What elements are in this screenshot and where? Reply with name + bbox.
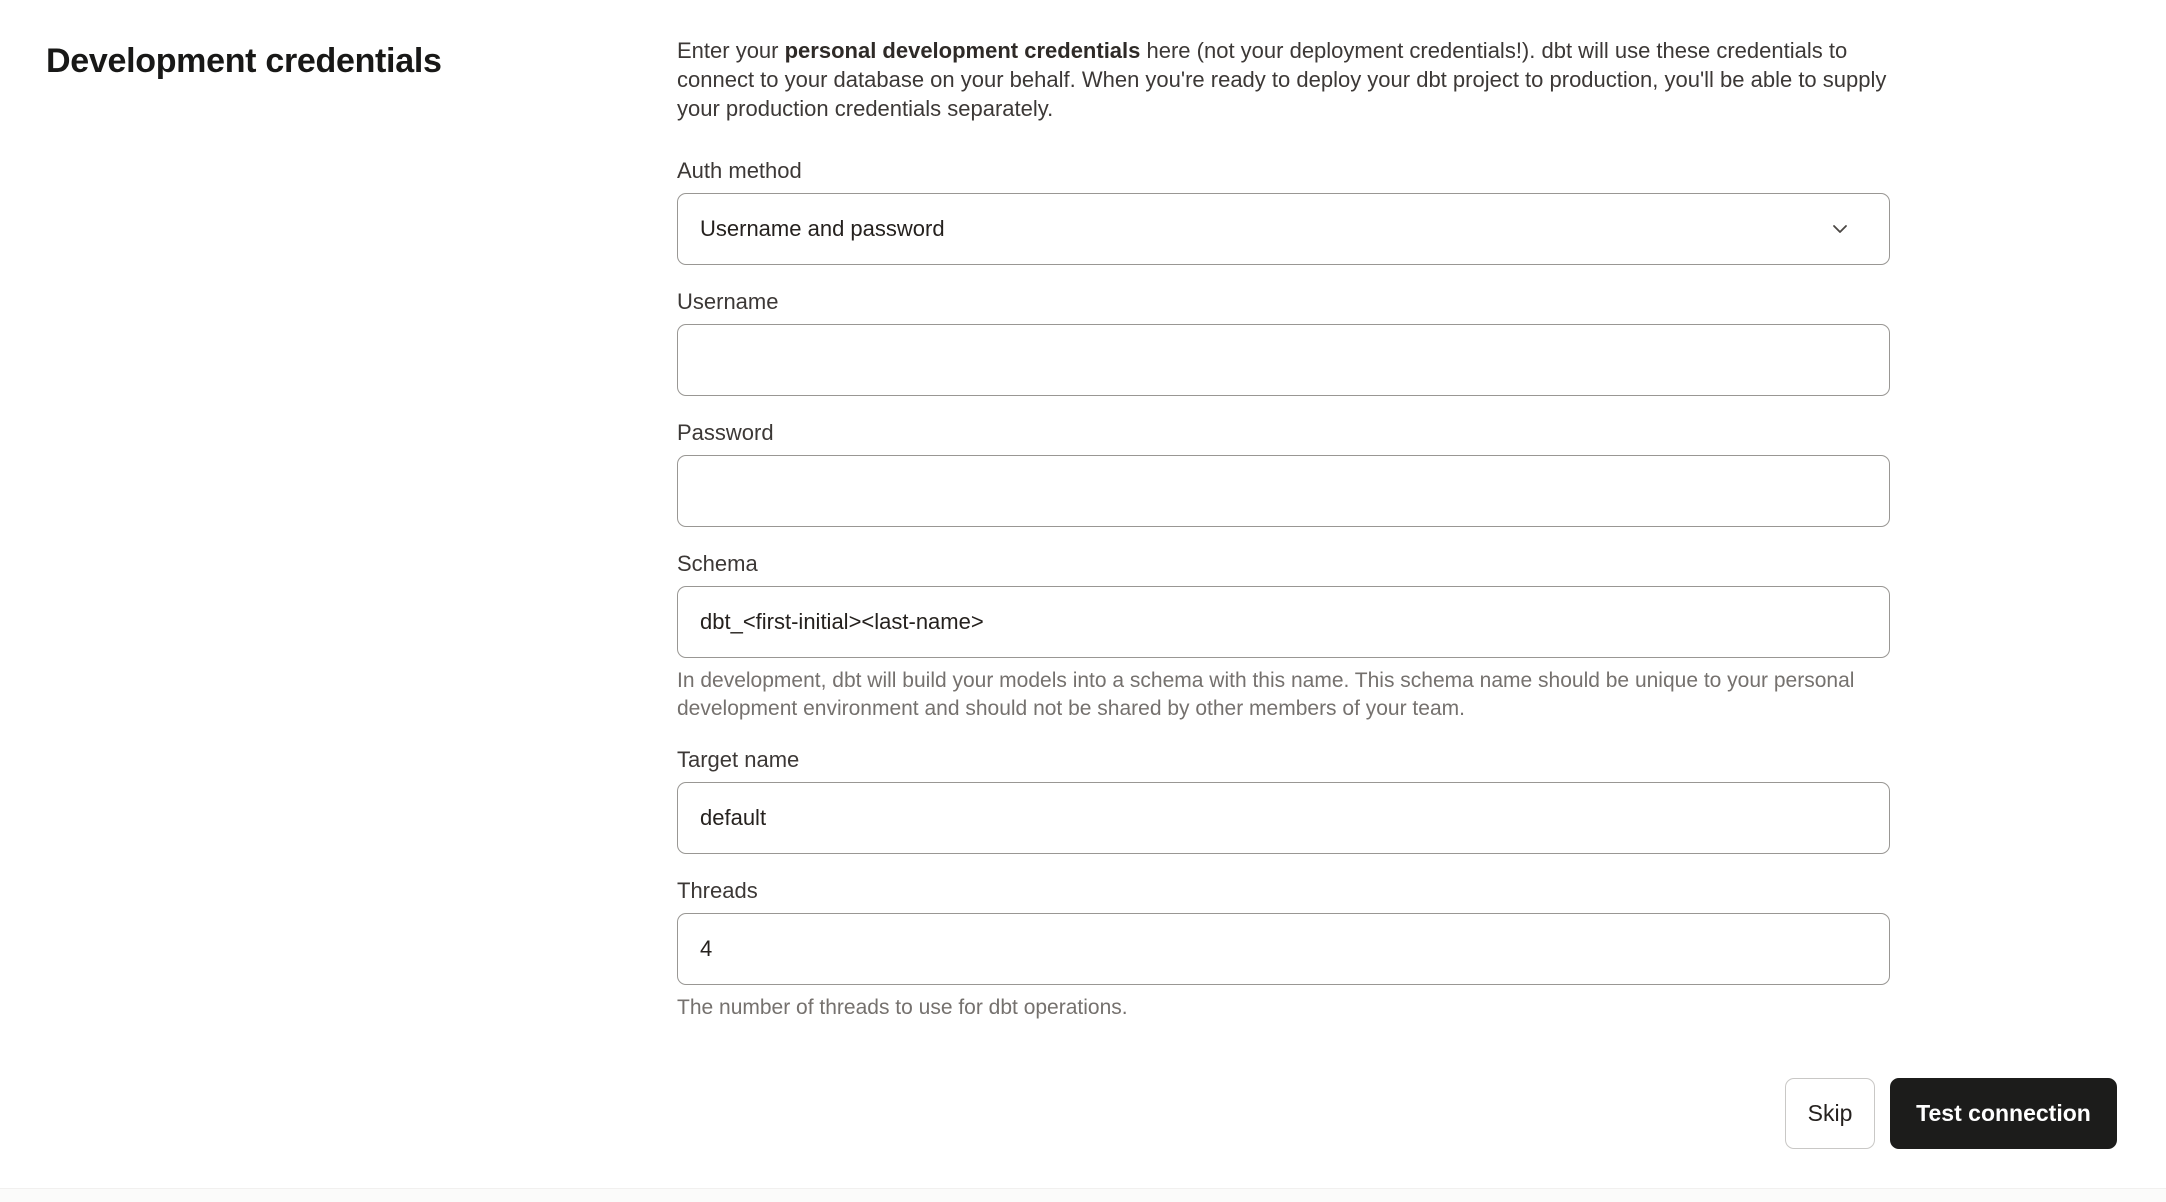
- skip-button[interactable]: Skip: [1785, 1078, 1875, 1149]
- threads-field: [677, 878, 1890, 1022]
- auth-method-field: [677, 158, 1890, 265]
- credentials-form: [677, 36, 1890, 1046]
- auth-method-selected-value: Username and password: [700, 216, 945, 241]
- threads-label: Threads: [677, 878, 758, 903]
- schema-help-text: In development, dbt will build your models into a schema with this name. This schema name should be unique to your personal development environment and should not be shared by other members of your team.: [677, 669, 1855, 720]
- target-name-input[interactable]: [677, 782, 1890, 854]
- intro-text: [677, 36, 1890, 123]
- target-name-label: Target name: [677, 747, 800, 772]
- page-title: Development credentials: [46, 42, 442, 80]
- username-label: Username: [677, 289, 779, 314]
- password-field: [677, 420, 1890, 527]
- password-input[interactable]: [677, 455, 1890, 527]
- schema-field: [677, 551, 1890, 723]
- target-name-field: [677, 747, 1890, 854]
- password-label: Password: [677, 420, 774, 445]
- threads-help-text: The number of threads to use for dbt operations.: [677, 996, 1128, 1019]
- auth-method-select[interactable]: [677, 193, 1890, 265]
- threads-input[interactable]: [677, 913, 1890, 985]
- username-field: [677, 289, 1890, 396]
- schema-label: Schema: [677, 551, 758, 576]
- left-column: [46, 36, 677, 1046]
- footer-actions: [1785, 1078, 2117, 1149]
- intro-text-bold: personal development credentials: [784, 38, 1141, 63]
- footer-divider: [0, 1188, 2166, 1202]
- chevron-down-icon: [1829, 218, 1851, 240]
- intro-text-prefix: Enter your: [677, 38, 785, 63]
- username-input[interactable]: [677, 324, 1890, 396]
- schema-input[interactable]: [677, 586, 1890, 658]
- auth-method-label: Auth method: [677, 158, 802, 183]
- test-connection-button[interactable]: Test connection: [1890, 1078, 2117, 1149]
- intro-text-suffix: here (not your deployment credentials!). dbt will use these credentials to connect to your database on your behalf. When you're ready to deploy your dbt project to production, you'll be able to supply your production credentials separately.: [677, 38, 1887, 121]
